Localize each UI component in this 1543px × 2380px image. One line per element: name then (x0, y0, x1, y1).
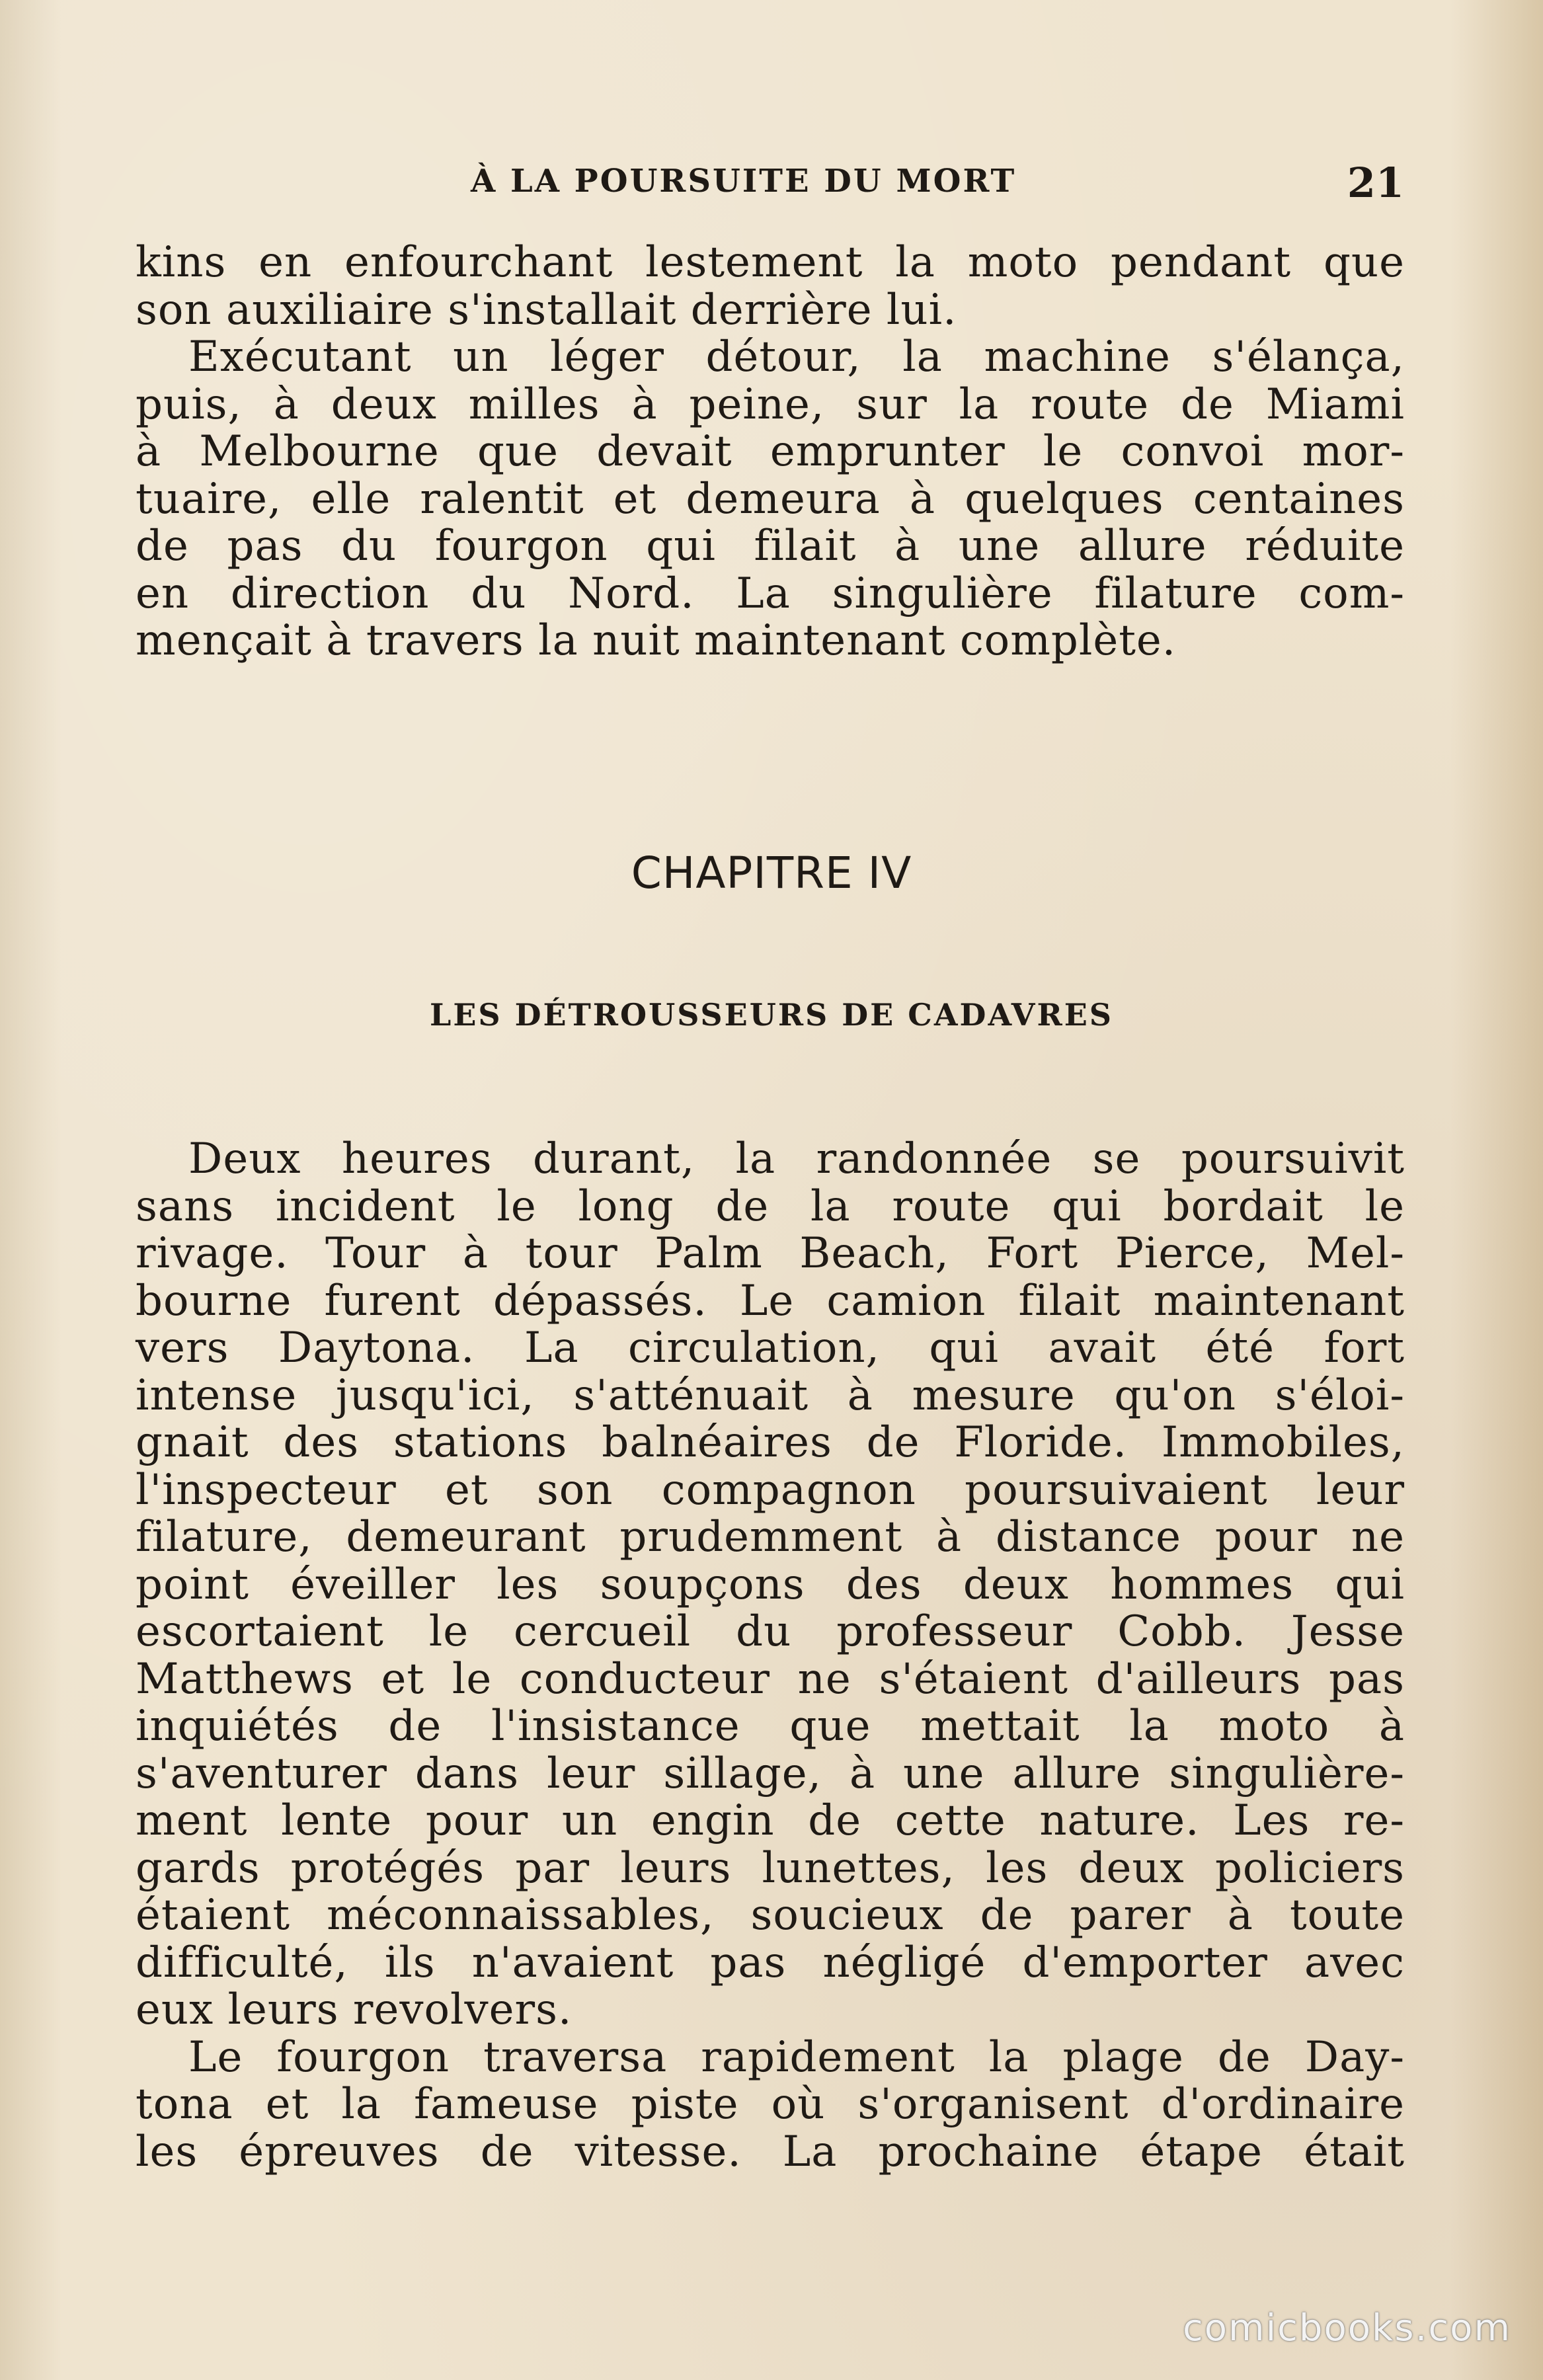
text-line: ment lente pour un engin de cette nature. Les re- (136, 1796, 1405, 1845)
text-line: s'aventurer dans leur sillage, à une allure singulière- (136, 1749, 1405, 1798)
watermark: comicbooks.com (1182, 2307, 1511, 2350)
text-line: Le fourgon traversa rapidement la plage de Day- (188, 2032, 1405, 2082)
text-line: Deux heures durant, la randonnée se poursuivit (188, 1134, 1405, 1183)
text-line: gards protégés par leurs lunettes, les deux policiers (136, 1843, 1405, 1893)
text-line: tona et la fameuse piste où s'organisent d'ordinaire (136, 2080, 1405, 2129)
text-line: tuaire, elle ralentit et demeura à quelques centaines (136, 474, 1405, 524)
opening-paragraphs (136, 239, 1405, 665)
chapter-subtitle: LES DÉTROUSSEURS DE CADAVRES (429, 997, 1113, 1033)
text-line: en direction du Nord. La singulière filature com- (136, 569, 1405, 618)
text-line: gnait des stations balnéaires de Floride. Immobiles, (136, 1418, 1405, 1467)
text-line: inquiétés de l'insistance que mettait la moto à (136, 1702, 1405, 1751)
text-line: sans incident le long de la route qui bordait le (136, 1181, 1405, 1231)
text-line: puis, à deux milles à peine, sur la route de Miami (136, 379, 1405, 429)
text-line: étaient méconnaissables, soucieux de parer à toute (136, 1891, 1405, 1940)
text-line: difficulté, ils n'avaient pas négligé d'emporter avec (136, 1938, 1405, 1987)
text-line: point éveiller les soupçons des deux hommes qui (136, 1560, 1405, 1609)
text-line: Matthews et le conducteur ne s'étaient d'ailleurs pas (136, 1654, 1405, 1704)
text-line: escortaient le cercueil du professeur Cobb. Jesse (136, 1607, 1405, 1656)
text-line: eux leurs revolvers. (136, 1985, 573, 2034)
chapter-title: CHAPITRE IV (631, 848, 912, 898)
text-line: rivage. Tour à tour Palm Beach, Fort Pierce, Mel- (136, 1229, 1405, 1278)
text-line: mençait à travers la nuit maintenant complète. (136, 616, 1177, 665)
chapter-body (136, 1136, 1405, 2176)
text-line: kins en enfourchant lestement la moto pendant que (136, 238, 1405, 287)
text-line: les épreuves de vitesse. La prochaine étape était (136, 2127, 1405, 2176)
page-number: 21 (1347, 159, 1404, 207)
text-line: de pas du fourgon qui filait à une allure réduite (136, 522, 1405, 571)
text-line: à Melbourne que devait emprunter le convoi mor- (136, 427, 1405, 476)
text-line: vers Daytona. La circulation, qui avait été fort (136, 1324, 1405, 1372)
text-line: Exécutant un léger détour, la machine s'élança, (188, 333, 1405, 381)
text-line: bourne furent dépassés. Le camion filait maintenant (136, 1276, 1405, 1326)
text-line: intense jusqu'ici, s'atténuait à mesure qu'on s'éloi- (136, 1370, 1405, 1420)
running-title: À LA POURSUITE DU MORT (471, 163, 1017, 200)
running-header (0, 159, 1543, 209)
text-line: l'inspecteur et son compagnon poursuivaient leur (136, 1465, 1405, 1515)
text-line: son auxiliaire s'installait derrière lui. (136, 285, 957, 335)
text-line: filature, demeurant prudemment à distance pour ne (136, 1513, 1405, 1562)
